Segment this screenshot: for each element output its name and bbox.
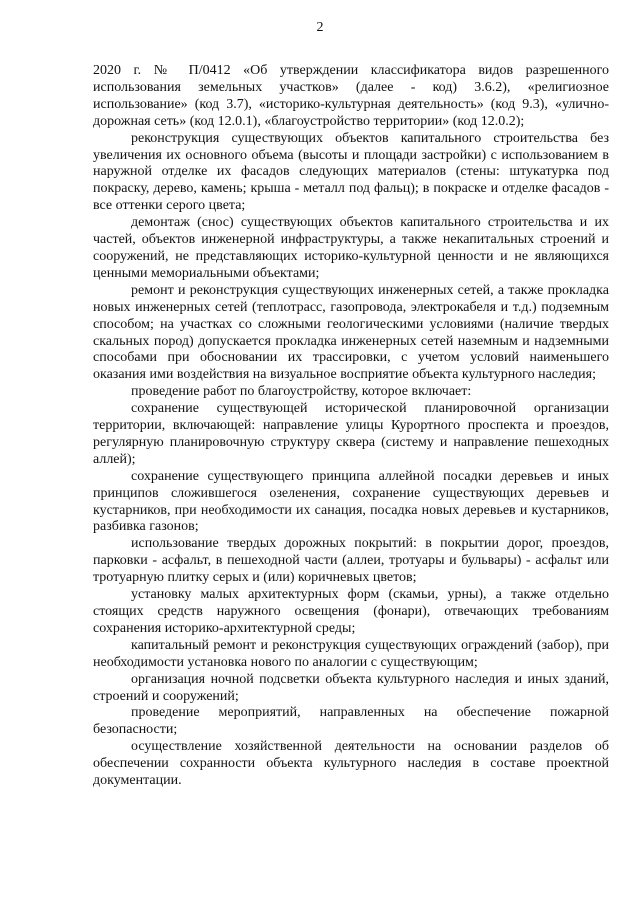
paragraph-landscaping-intro: проведение работ по благоустройству, которое включает:	[131, 384, 472, 400]
paragraph-reconstruction: реконструкция существующих объектов капитального строительства без увеличения их основного объема (высоты и площади застройки) с использованием в наружной отделке их фасадов следующих материалов (стены: штукатурка под покраску, дерево, камень; крыша - металл под фальц); в покраске и отделке фасадов - все оттенки серого цвета;	[93, 130, 609, 214]
paragraph-engineering-networks: ремонт и реконструкция существующих инженерных сетей, а также прокладка новых инженерных сетей (теплотрасс, газопровода, электрокабеля и т.д.) подземным способом; на участках со сложными геологическими условиями (наличие твердых скальных пород) допускается прокладка инженерных сетей наземным и надземными способами при обосновании их трассировки, с учетом условий наименьшего оказания ими воздействия на визуальное восприятие объекта культурного наследия;	[93, 282, 609, 383]
paragraph-fire-safety: проведение мероприятий, направленных на обеспечение пожарной безопасности;	[93, 705, 609, 738]
paragraph-greenery: сохранение существующего принципа аллейной посадки деревьев и иных принципов сложившегося озеленения, сохранение существующих деревьев и кустарников, при необходимости их санация, посадка новых деревьев и кустарников, разбивка газонов;	[93, 468, 609, 535]
paragraph-night-lighting: организация ночной подсветки объекта культурного наследия и иных зданий, строений и сооружений;	[93, 671, 609, 704]
page-number: 2	[316, 20, 324, 35]
paragraph-small-forms: установку малых архитектурных форм (скамьи, урны), а также отдельно стоящих средств наружного освещения (фонари), отвечающих требованиям сохранения историко-архитектурной среды;	[93, 587, 609, 636]
paragraph-demolition: демонтаж (снос) существующих объектов капитального строительства и их частей, объектов инженерной инфраструктуры, а также некапитальных строений и сооружений, не представляющих историко-культурной ценности и не являющихся ценными мемориальными объектами;	[93, 215, 609, 281]
paragraph-planning-preservation: сохранение существующей исторической планировочной организации территории, включающей: направление улицы Курортного проспекта и проездов, регулярную планировочную структуру сквера (систему и направление пешеходных аллей);	[93, 401, 609, 467]
paragraph-pavement: использование твердых дорожных покрытий: в покрытии дорог, проездов, парковки - асфальт, в пешеходной части (аллеи, тротуары и бульвары) - асфальт или тротуарную плитку серых и (или) коричневых цветов;	[93, 536, 609, 586]
paragraph-fencing: капитальный ремонт и реконструкция существующих ограждений (забор), при необходимости установка нового по аналогии с существующим;	[93, 637, 609, 670]
document-body	[93, 63, 609, 790]
paragraph-classifier-reference: 2020 г. № П/0412 «Об утверждении классификатора видов разрешенного использования земельных участков» (далее - код) 3.6.2), «религиозное использование» (код 3.7), «историко-культурная деятельность» (код 9.3), «улично-дорожная сеть» (код 12.0.1), «благоустройство территории» (код 12.0.2);	[93, 63, 609, 129]
paragraph-economic-activity: осуществление хозяйственной деятельности на основании разделов об обеспечении сохранности объекта культурного наследия в составе проектной документации.	[93, 739, 609, 789]
